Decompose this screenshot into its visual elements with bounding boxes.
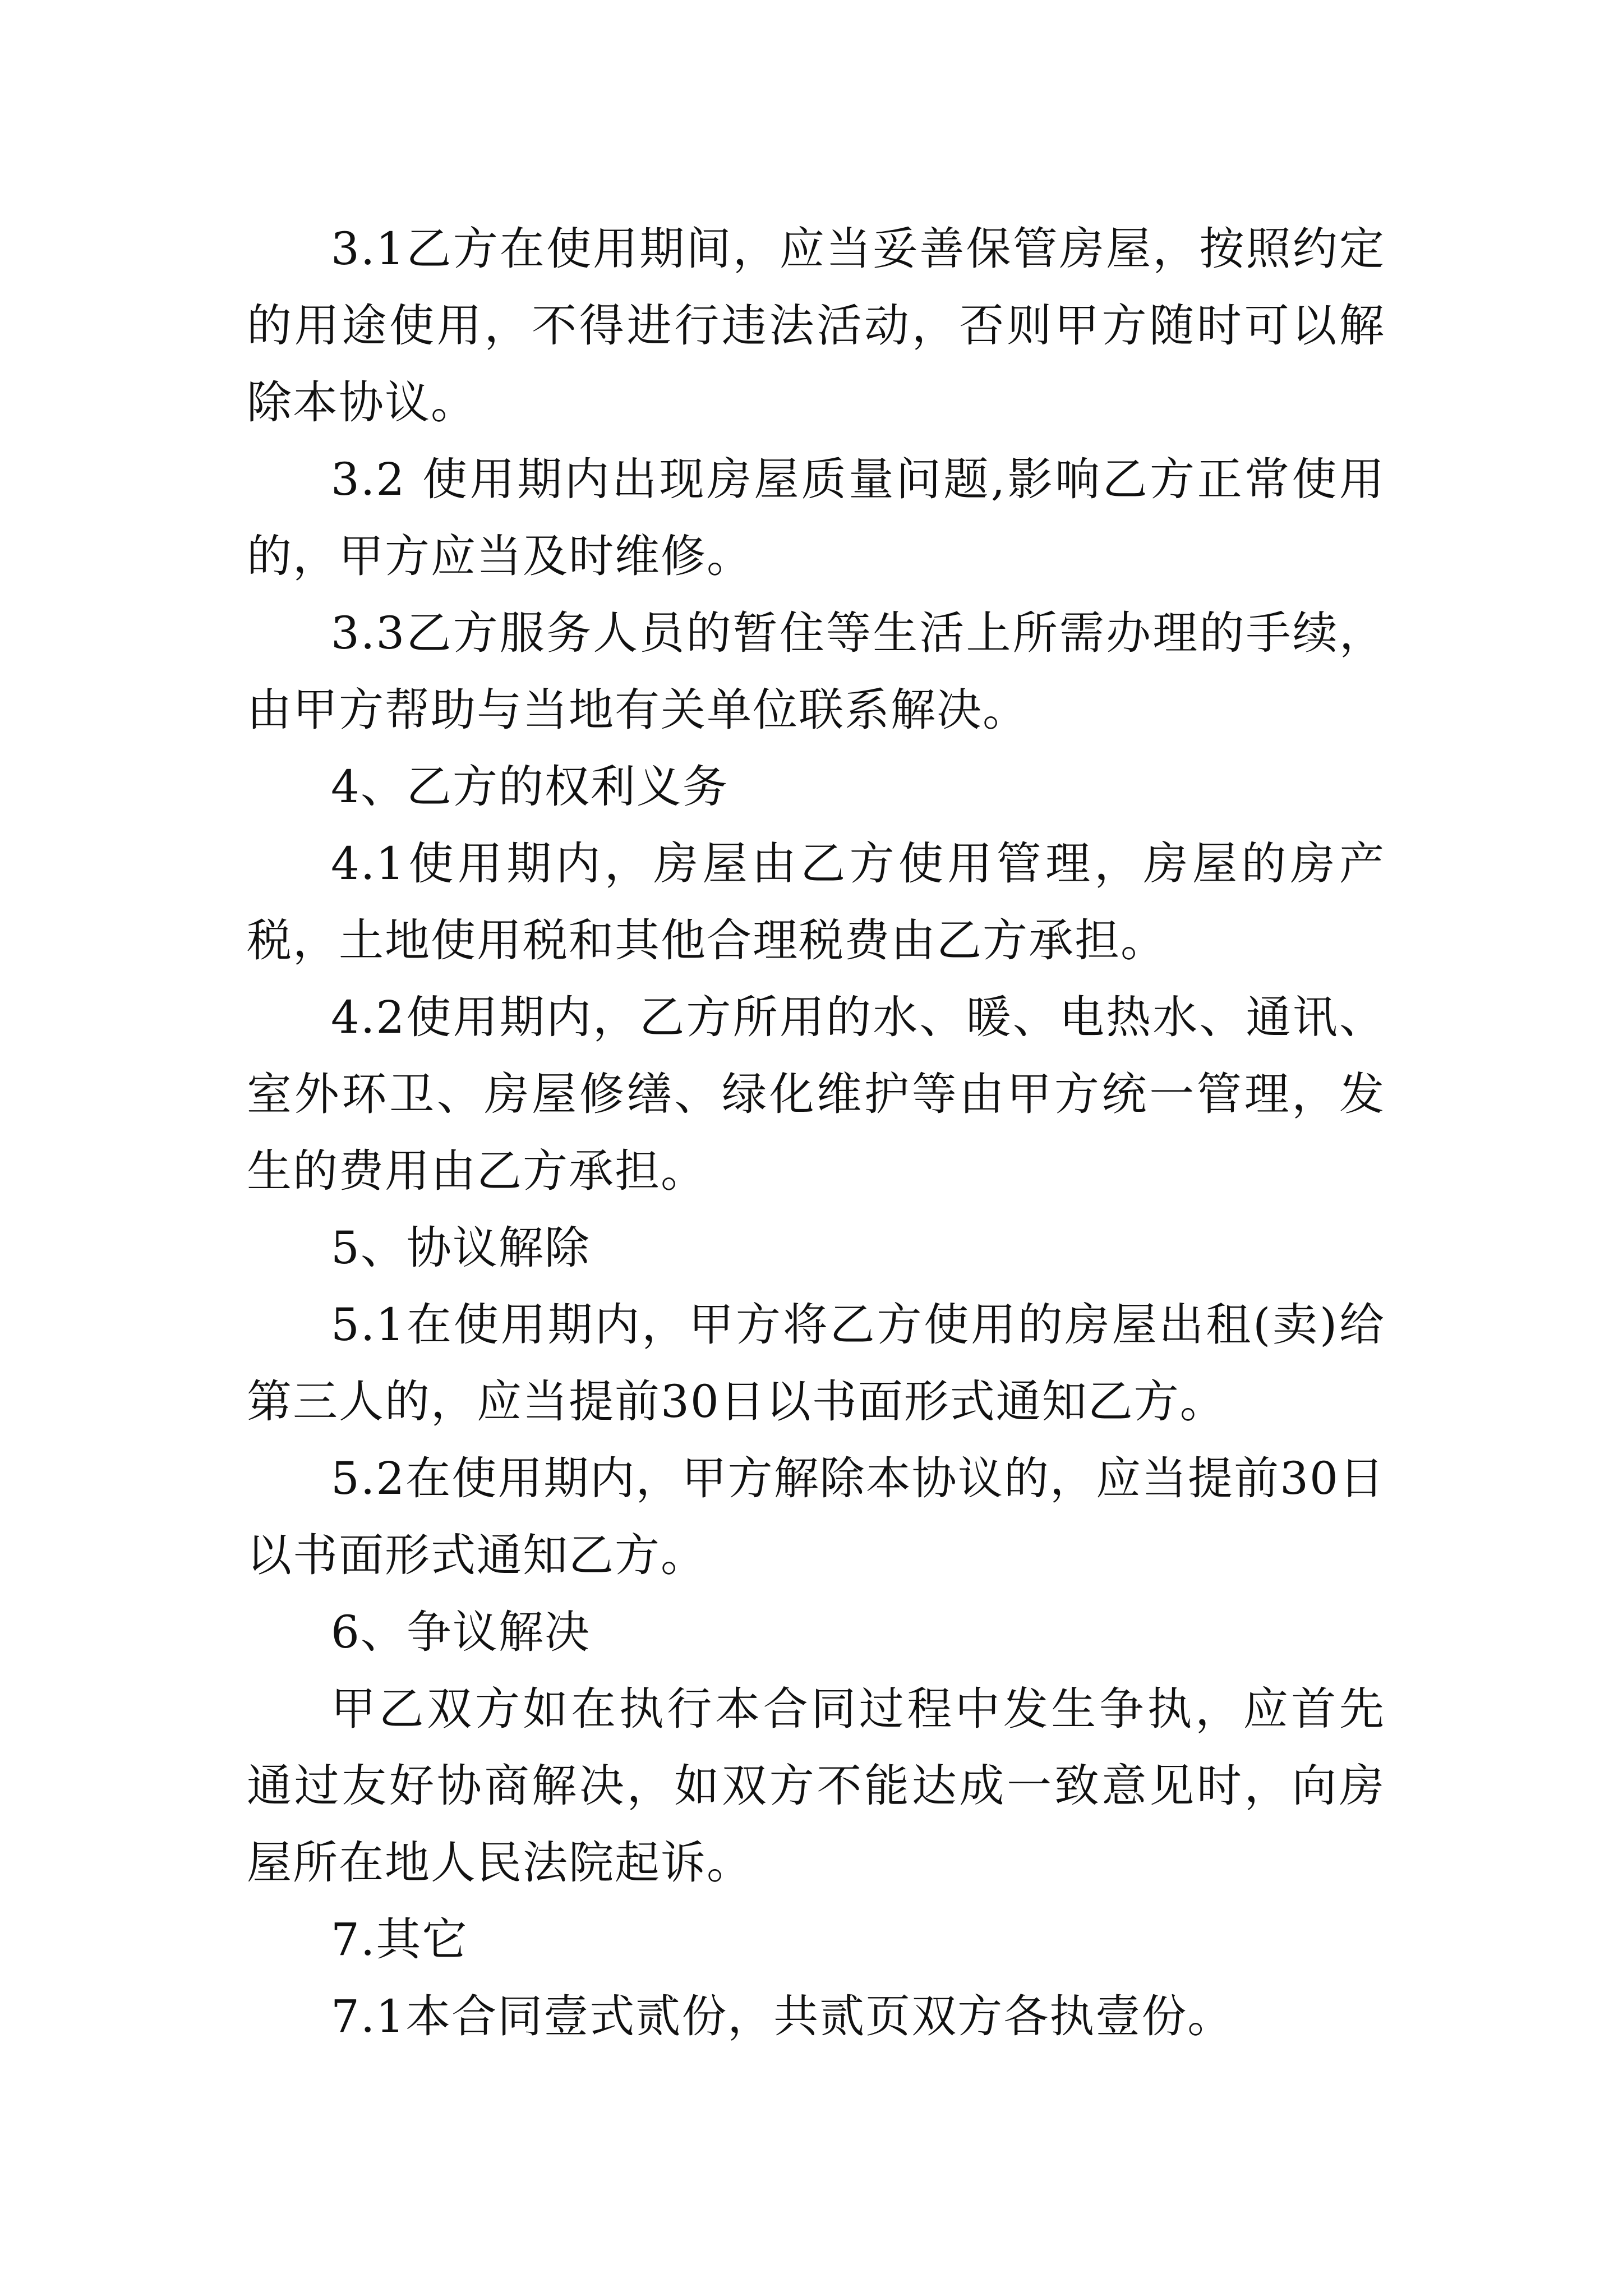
section-6-heading: 6、争议解决 <box>331 1606 591 1658</box>
clause-4-2: 4.2使用期内，乙方所用的水、暖、电热水、通讯、室外环卫、房屋修缮、绿化维护等由甲方统一管理，发生的费用由乙方承担。 <box>247 991 1385 1197</box>
clause-7-1: 7.1本合同壹式贰份，共贰页双方各执壹份。 <box>331 1990 1234 2042</box>
clause-4-1: 4.1使用期内，房屋由乙方使用管理，房屋的房产税，土地使用税和其他合理税费由乙方承担。 <box>247 838 1385 967</box>
section-4-heading: 4、乙方的权利义务 <box>331 761 728 813</box>
clause-5-1: 5.1在使用期内，甲方将乙方使用的房屋出租(卖)给第三人的，应当提前30日以书面形式通知乙方。 <box>247 1299 1385 1428</box>
clause-5-2: 5.2在使用期内，甲方解除本协议的，应当提前30日以书面形式通知乙方。 <box>247 1452 1385 1581</box>
clause-3-3: 3.3乙方服务人员的暂住等生活上所需办理的手续，由甲方帮助与当地有关单位联系解决。 <box>247 607 1385 736</box>
clause-3-1: 3.1乙方在使用期间，应当妥善保管房屋，按照约定的用途使用，不得进行违法活动，否则甲方随时可以解除本协议。 <box>247 223 1385 429</box>
clause-3-2: 3.2 使用期内出现房屋质量问题,影响乙方正常使用的，甲方应当及时维修。 <box>247 453 1385 582</box>
document-body <box>247 210 1385 2055</box>
section-7-heading: 7.其它 <box>331 1913 468 1966</box>
clause-6-body: 甲乙双方如在执行本合同过程中发生争执，应首先通过友好协商解决，如双方不能达成一致意见时，向房屋所在地人民法院起诉。 <box>247 1683 1385 1889</box>
section-5-heading: 5、协议解除 <box>331 1222 591 1274</box>
